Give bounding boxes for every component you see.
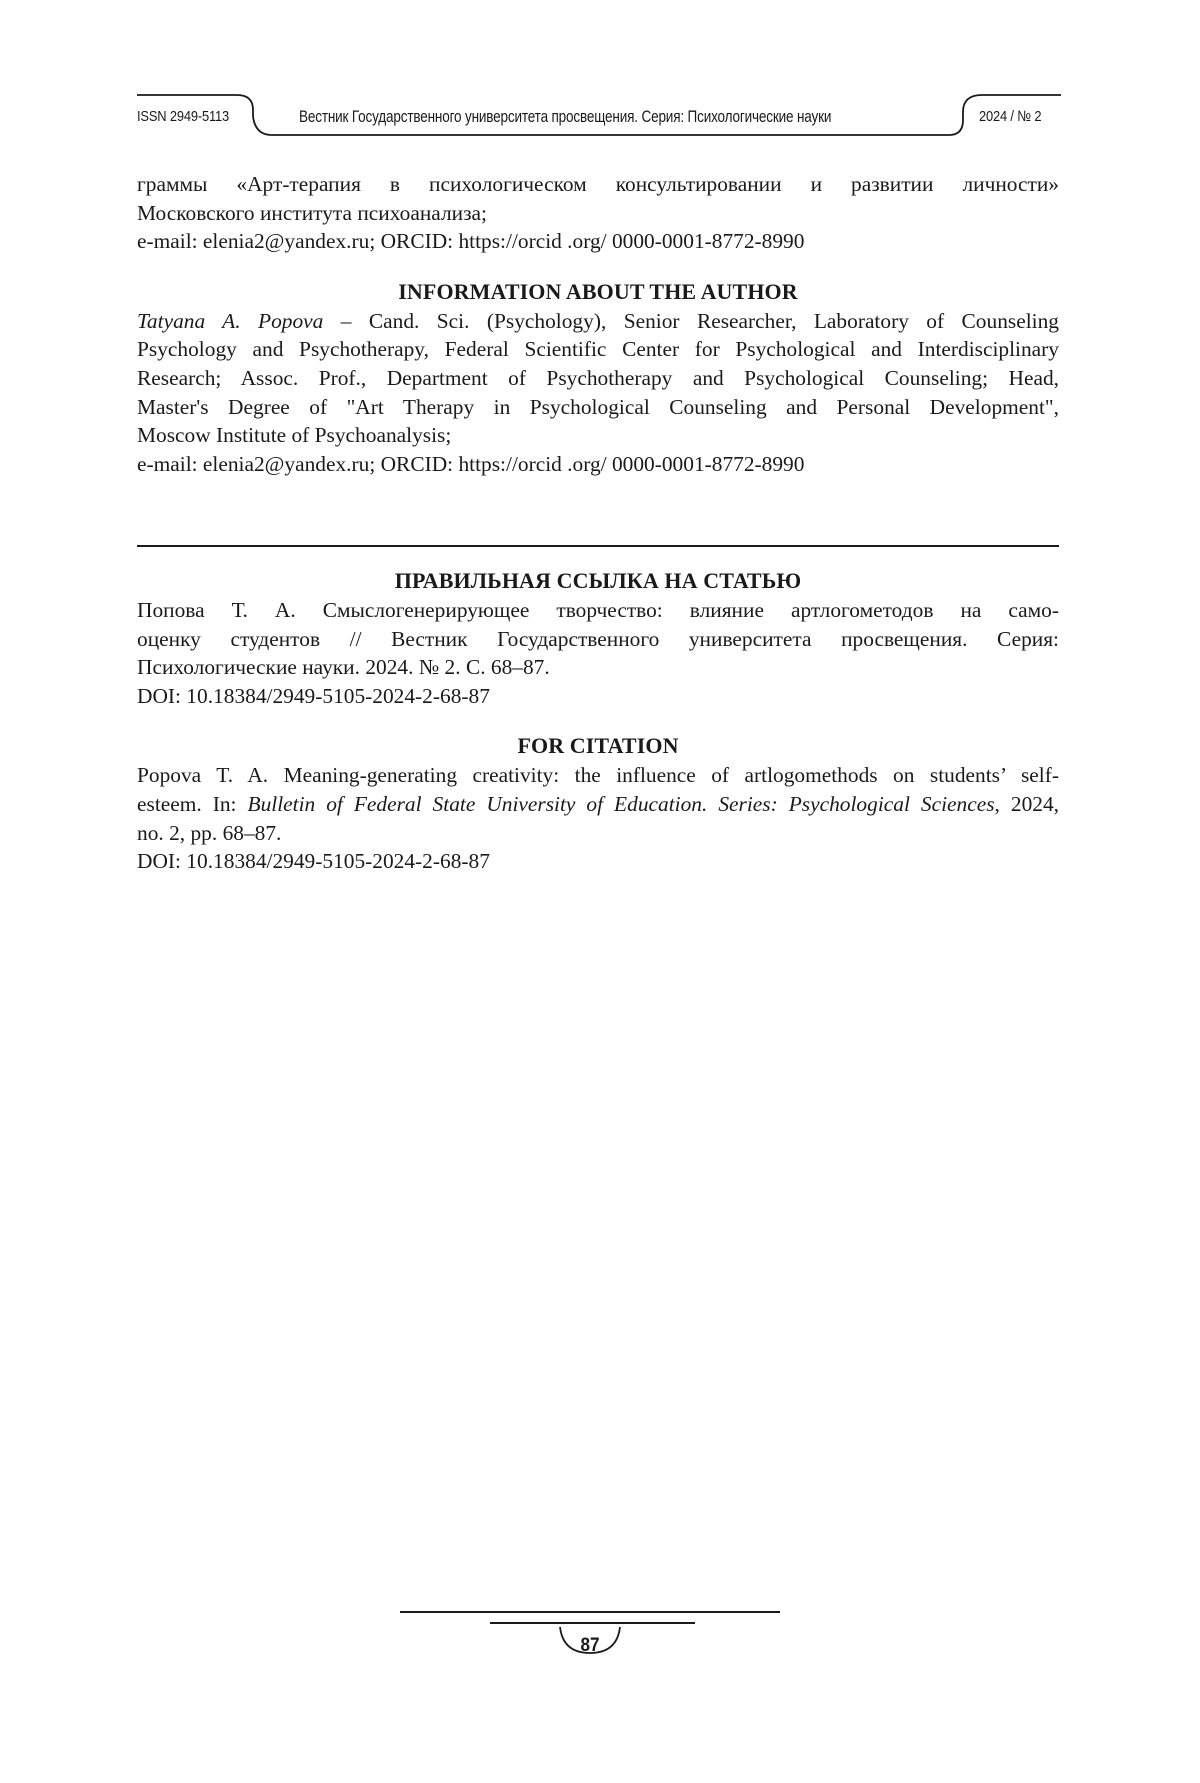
citation-ru-section <box>137 566 1059 710</box>
doi-line: DOI: 10.18384/2949-5105-2024-2-68-87 <box>137 849 490 874</box>
citation-content <box>137 566 1059 876</box>
citation-en-section <box>137 731 1059 875</box>
doi-line: DOI: 10.18384/2949-5105-2024-2-68-87 <box>137 683 490 708</box>
author-name: Tatyana A. Popova <box>137 308 324 333</box>
author-info-section <box>137 277 1059 479</box>
text-line: Psychology and Psychotherapy, Federal Scientific Center for Psychological and Interdisciplinary <box>137 337 1059 362</box>
section-heading: INFORMATION ABOUT THE AUTHOR <box>398 278 798 304</box>
running-header <box>137 90 1061 142</box>
text-line: Moscow Institute of Psychoanalysis; <box>137 423 452 448</box>
text-line: оценку студентов // Вестник Государственного университета просвещения. Серия: <box>137 626 1059 651</box>
email-line: e-mail: elenia2@yandex.ru; ORCID: https://orcid .org/ 0000-0001-8772-8990 <box>137 451 805 476</box>
text-line: Московского института психоанализа; <box>137 200 487 225</box>
previous-author-block <box>137 170 1059 256</box>
page-number: 87 <box>580 1635 600 1656</box>
page-footer <box>395 1610 785 1670</box>
text-line: no. 2, pp. 68–87. <box>137 820 282 845</box>
text-line: Психологические науки. 2024. № 2. С. 68–87. <box>137 655 550 680</box>
text-line: Research; Assoc. Prof., Department of Psychotherapy and Psychological Counseling; Head, <box>137 365 1059 390</box>
text-line: Tatyana A. Popova – Cand. Sci. (Psychology), Senior Researcher, Laboratory of Counseling <box>137 308 1059 333</box>
text-line: граммы «Арт-терапия в психологическом консультировании и развитии личности» <box>137 172 1059 196</box>
text-line: Master's Degree of "Art Therapy in Psychological Counseling and Personal Development", <box>137 394 1059 419</box>
section-heading: FOR CITATION <box>517 733 679 759</box>
journal-name: Bulletin of Federal State University of Education. Series: Psychological Sciences <box>247 791 995 816</box>
section-divider <box>137 545 1059 547</box>
journal-title: Вестник Государственного университета просвещения. Серия: Психологические науки <box>299 108 832 126</box>
issn-label: ISSN 2949-5113 <box>137 108 230 125</box>
issue-label: 2024 / № 2 <box>979 108 1042 125</box>
section-heading: ПРАВИЛЬНАЯ ССЫЛКА НА СТАТЬЮ <box>394 568 802 593</box>
text-line: esteem. In: Bulletin of Federal State University of Education. Series: Psychological Sciences, 2024, <box>137 791 1060 816</box>
text-line: Попова Т. А. Смыслогенерирующее творчество: влияние артлогометодов на само- <box>137 598 1059 622</box>
text-line: Popova T. A. Meaning-generating creativity: the influence of artlogomethods on students’ self- <box>137 763 1059 788</box>
page-content <box>137 170 1059 478</box>
email-line: e-mail: elenia2@yandex.ru; ORCID: https://orcid .org/ 0000-0001-8772-8990 <box>137 229 805 254</box>
